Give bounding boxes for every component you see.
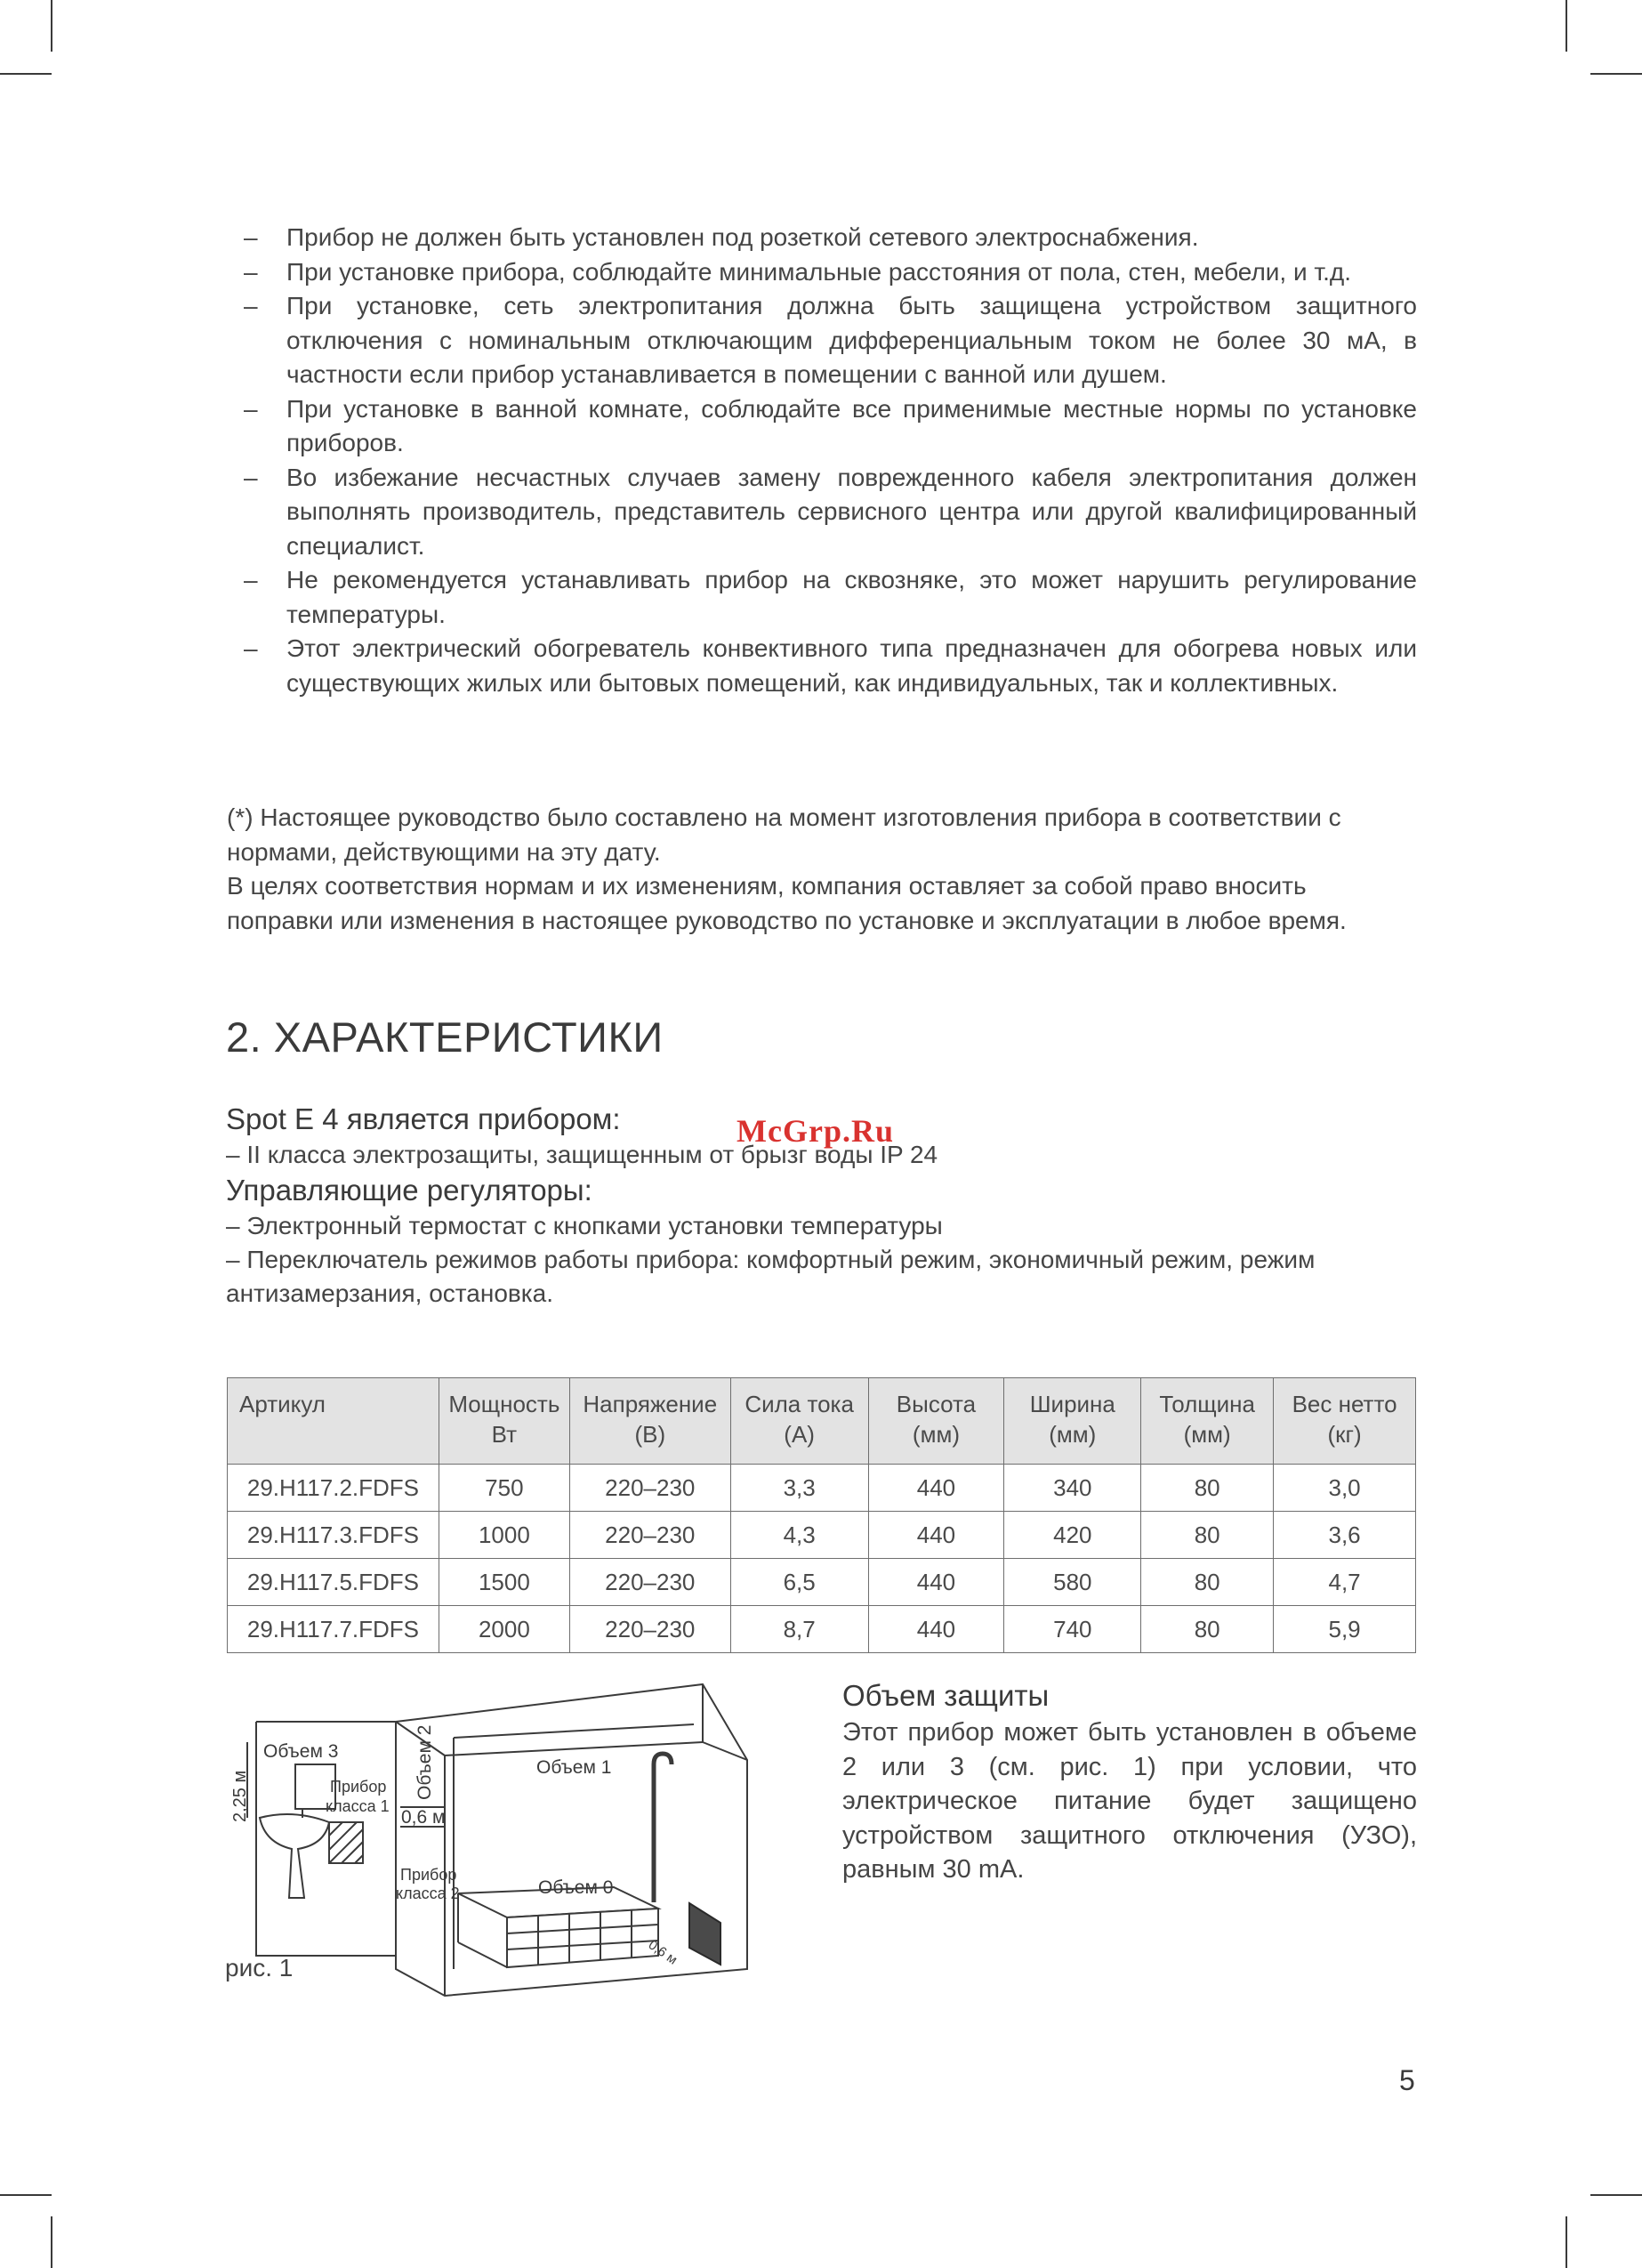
table-cell: 80 bbox=[1141, 1559, 1274, 1606]
table-cell: 420 bbox=[1004, 1512, 1141, 1559]
table-cell: 1000 bbox=[439, 1512, 569, 1559]
spec-line: – Электронный термостат с кнопками установки температуры bbox=[226, 1212, 943, 1239]
table-cell: 220–230 bbox=[569, 1465, 730, 1512]
column-header: Ширина (мм) bbox=[1004, 1378, 1141, 1465]
fig-label-class1: класса 1 bbox=[326, 1797, 390, 1815]
fig-label-distance: 0,6 м bbox=[401, 1807, 446, 1828]
table-cell: 750 bbox=[439, 1465, 569, 1512]
table-cell: 580 bbox=[1004, 1559, 1141, 1606]
hatch-line bbox=[355, 1855, 363, 1863]
fig-label-vol1: Объем 1 bbox=[536, 1757, 612, 1778]
table-cell: 2000 bbox=[439, 1606, 569, 1653]
table-row bbox=[228, 1465, 1416, 1512]
table-cell: 440 bbox=[868, 1559, 1004, 1606]
watermark: McGrp.Ru bbox=[736, 1113, 894, 1149]
hatch-line bbox=[342, 1842, 363, 1863]
hatch-line bbox=[329, 1822, 357, 1850]
table-row bbox=[228, 1512, 1416, 1559]
table-row bbox=[228, 1606, 1416, 1653]
table-cell: 29.H117.2.FDFS bbox=[228, 1465, 439, 1512]
column-header: Высота (мм) bbox=[868, 1378, 1004, 1465]
table-cell: 29.H117.7.FDFS bbox=[228, 1606, 439, 1653]
column-header: Толщина (мм) bbox=[1141, 1378, 1274, 1465]
spec-table bbox=[227, 1377, 1416, 1653]
table-cell: 440 bbox=[868, 1465, 1004, 1512]
table-cell: 80 bbox=[1141, 1512, 1274, 1559]
fig-label-floor: 0,6 м bbox=[645, 1937, 680, 1968]
protection-text: Этот прибор может быть установлен в объеме 2 или 3 (см. рис. 1) при условии, что электрическое питание будет защищено устройством защитного отключения (УЗО), равным 30 mA. bbox=[842, 1718, 1417, 1884]
table-row bbox=[228, 1559, 1416, 1606]
table-cell: 3,6 bbox=[1274, 1512, 1416, 1559]
section-title: 2. ХАРАКТЕРИСТИКИ bbox=[226, 1013, 664, 1061]
table-cell: 740 bbox=[1004, 1606, 1141, 1653]
column-header: Мощность Вт bbox=[439, 1378, 569, 1465]
table-cell: 80 bbox=[1141, 1606, 1274, 1653]
crop-mark bbox=[1566, 2216, 1567, 2268]
heater-class2 bbox=[689, 1903, 720, 1965]
crop-mark bbox=[1590, 2194, 1642, 2196]
table-cell: 440 bbox=[868, 1606, 1004, 1653]
table-cell: 340 bbox=[1004, 1465, 1141, 1512]
table-cell: 29.H117.5.FDFS bbox=[228, 1559, 439, 1606]
crop-mark bbox=[1566, 0, 1567, 52]
note-paragraph: (*) Настоящее руководство было составлено на момент изготовления прибора в соответствии с нормами, действующими на эту дату. bbox=[227, 803, 1341, 866]
table-cell: 8,7 bbox=[730, 1606, 868, 1653]
table-cell: 80 bbox=[1141, 1465, 1274, 1512]
fig-label-height: 2,25 м bbox=[230, 1770, 250, 1822]
bullet-item: – Этот электрический обогреватель конвективного типа предназначен для обогрева новых или существующих жилых или бытовых помещений, как индивидуальных, так и коллективных. bbox=[244, 634, 1417, 697]
bullet-item: – Во избежание несчастных случаев замену поврежденного кабеля электропитания должен выполнять производитель, представитель сервисного центра или другой квалифицированный специалист. bbox=[244, 463, 1417, 560]
fig-label-vol3: Объем 3 bbox=[263, 1741, 339, 1762]
crop-mark bbox=[51, 2216, 52, 2268]
table-cell: 29.H117.3.FDFS bbox=[228, 1512, 439, 1559]
bullet-item: – При установке прибора, соблюдайте минимальные расстояния от пола, стен, мебели, и т.д. bbox=[244, 257, 1352, 286]
room-edge bbox=[703, 1742, 747, 1760]
note-paragraph: В целях соответствия нормам и их изменениям, компания оставляет за собой право вносить поправки или изменения в настоящее руководство по установке и эксплуатации в любое время. bbox=[227, 872, 1347, 934]
crop-mark bbox=[0, 2194, 52, 2196]
crop-mark bbox=[51, 0, 52, 52]
spec-line: – Переключатель режимов работы прибора: комфортный режим, экономичный режим, режим антизамерзания, остановка. bbox=[226, 1246, 1316, 1307]
table-cell: 4,3 bbox=[730, 1512, 868, 1559]
crop-mark bbox=[1590, 73, 1642, 75]
table-header-row bbox=[228, 1378, 1416, 1465]
washbasin bbox=[260, 1814, 329, 1898]
table-cell: 220–230 bbox=[569, 1606, 730, 1653]
table-cell: 220–230 bbox=[569, 1512, 730, 1559]
table-cell: 4,7 bbox=[1274, 1559, 1416, 1606]
table-cell: 6,5 bbox=[730, 1559, 868, 1606]
column-header: Артикул bbox=[228, 1378, 439, 1465]
column-header: Сила тока (А) bbox=[730, 1378, 868, 1465]
table-cell: 3,3 bbox=[730, 1465, 868, 1512]
column-header: Напряжение (В) bbox=[569, 1378, 730, 1465]
safety-bullet-list bbox=[227, 221, 1417, 700]
protection-block bbox=[842, 1676, 1417, 1887]
table-cell: 220–230 bbox=[569, 1559, 730, 1606]
bullet-item: – При установке в ванной комнате, соблюдайте все применимые местные нормы по установке приборов. bbox=[244, 394, 1417, 456]
fig-label-class2: класса 2 bbox=[396, 1885, 460, 1902]
fig-label-class1: Прибор bbox=[330, 1778, 387, 1796]
fig-label-class2: Прибор bbox=[400, 1866, 457, 1884]
protection-heading: Объем защиты bbox=[842, 1679, 1050, 1712]
manual-note bbox=[227, 801, 1417, 938]
crop-mark bbox=[0, 73, 52, 75]
fig-label-vol0: Объем 0 bbox=[538, 1877, 614, 1898]
hatch-line bbox=[329, 1822, 342, 1836]
table-cell: 3,0 bbox=[1274, 1465, 1416, 1512]
shower-pipe bbox=[654, 1754, 672, 1902]
fig-label-vol2: Объем 2 bbox=[415, 1724, 435, 1800]
bathroom-zones-diagram bbox=[230, 1675, 774, 1996]
bathtub-front bbox=[507, 1909, 658, 1967]
figure-caption: рис. 1 bbox=[225, 1954, 294, 1981]
bullet-item: – Не рекомендуется устанавливать прибор на сквозняке, это может нарушить регулирование температуры. bbox=[244, 566, 1417, 628]
table-cell: 440 bbox=[868, 1512, 1004, 1559]
spec-heading: Spot E 4 является прибором: bbox=[226, 1102, 621, 1135]
bullet-item: – Прибор не должен быть установлен под розеткой сетевого электроснабжения. bbox=[244, 223, 1199, 251]
column-header: Вес нетто (кг) bbox=[1274, 1378, 1416, 1465]
bathtub-tile bbox=[458, 1942, 507, 1967]
page-number: 5 bbox=[1399, 2064, 1415, 2096]
spec-heading: Управляющие регуляторы: bbox=[226, 1174, 592, 1207]
table-cell: 5,9 bbox=[1274, 1606, 1416, 1653]
spec-line: – II класса электрозащиты, защищенным от брызг воды IP 24 bbox=[226, 1141, 938, 1168]
bullet-item: – При установке, сеть электропитания должна быть защищена устройством защитного отключения с номинальным отключающим дифференциальным током не более 30 мА, в частности если прибор устанавливается в помещении с ванной или душем. bbox=[244, 292, 1417, 388]
table-cell: 1500 bbox=[439, 1559, 569, 1606]
zone-boundary bbox=[454, 1724, 694, 1738]
